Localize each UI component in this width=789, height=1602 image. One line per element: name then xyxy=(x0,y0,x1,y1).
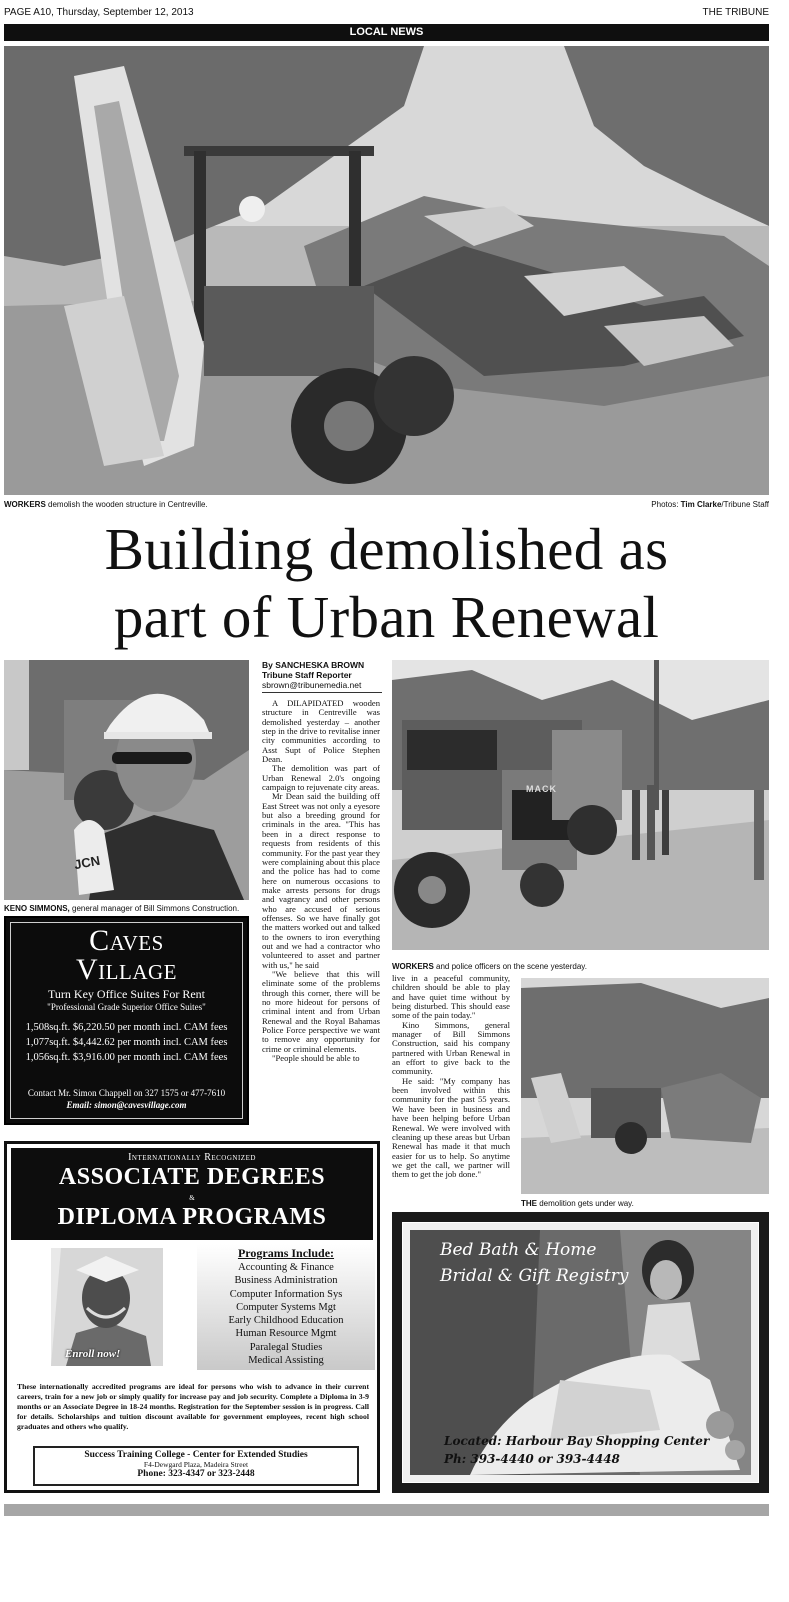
enroll-now-label[interactable]: Enroll now! xyxy=(65,1348,121,1360)
bridal-registry-ad[interactable] xyxy=(392,1212,769,1493)
program-item: Computer Information Sys xyxy=(229,1288,343,1300)
degrees-ad-amp: & xyxy=(189,1194,195,1202)
degrees-ad-kicker: Internationally Recognized xyxy=(128,1152,256,1163)
paper-name: THE TRIBUNE xyxy=(702,7,769,18)
caves-village-ad[interactable] xyxy=(4,916,249,1125)
program-item: Computer Systems Mgt xyxy=(236,1301,336,1313)
caves-ad-rate-2: 1,077sq.ft. $4,442.62 per month incl. CAM fees xyxy=(25,1037,228,1048)
workers-police-photo xyxy=(392,660,769,950)
headline-line-1: Building demolished as xyxy=(104,516,669,582)
caves-ad-subtitle: Turn Key Office Suites For Rent xyxy=(48,987,205,1001)
degrees-ad[interactable] xyxy=(4,1141,380,1493)
bridal-ad-line-2: Bridal & Gift Registry xyxy=(440,1266,629,1286)
top-photo-backhoe-demolition xyxy=(4,46,769,495)
graduate-photo xyxy=(51,1248,163,1366)
article-column-1 xyxy=(262,699,380,1141)
article-paragraph: "We believe that this will eliminate some of the problems through this corner, there will be no more hideout for persons of criminal intent and from Urban Renewal and the Royal Bahamas Police Force perspective we want to remove any opportunity for crime or criminal elements. xyxy=(262,968,380,1054)
byline xyxy=(262,660,382,693)
bridal-ad-phone[interactable]: Ph: 393-4440 or 393-4448 xyxy=(444,1452,620,1466)
headline-line-2: part of Urban Renewal xyxy=(113,584,660,650)
article-paragraph: "People should be able to xyxy=(272,1053,360,1064)
program-item: Medical Assisting xyxy=(248,1355,324,1367)
caves-ad-title-1: Caves xyxy=(89,924,164,957)
caves-ad-rate-3: 1,056sq.ft. $3,916.00 per month incl. CAM fees xyxy=(25,1052,228,1063)
program-item: Accounting & Finance xyxy=(238,1262,334,1273)
byline-name: By SANCHESKA BROWN xyxy=(262,660,365,670)
article-paragraph: Mr Dean said the building off East Street was not only a eyesore but also a breeding ground for criminals in the area. "This has been in a direct response to requests from residents of this community. For the past year they were complaining about this place and the police has had to come here on numerous occasions to make arrests persons for drugs and vagrancy and other persons who are accused of serious offenses. So we have finally got the matters worked out and talked to the owners to iron everything out and we had a contractor who volunteered to asset and partner with us," he said xyxy=(262,791,380,970)
article-paragraph: He said: "My company has been involved within this community for the past 55 years. We have been in business and have been helping before Urban Renewal. We were involved with cleaning up these areas but Urban Renewal has made it that much easier for us to help. So anytime we get the call, we partner will them to get the job done." xyxy=(392,1075,510,1180)
workers-photo-caption: WORKERS and police officers on the scene yesterday. xyxy=(392,962,587,971)
article-paragraph: A DILAPIDATED wooden structure in Centreville was demolished yesterday – another step in the drive to revitalise inner city communities according to Asst Supt of Police Stephen Dean. xyxy=(262,699,380,765)
program-item: Business Administration xyxy=(234,1275,338,1287)
headline xyxy=(4,515,769,651)
mic-flag-label: JCN xyxy=(72,852,102,873)
college-name: Success Training College - Center for Extended Studies xyxy=(84,1450,308,1460)
program-item: Human Resource Mgmt xyxy=(235,1328,337,1340)
section-title: LOCAL NEWS xyxy=(349,26,424,38)
college-phone[interactable]: Phone: 323-4347 or 323-2448 xyxy=(137,1469,255,1479)
keno-simmons-photo xyxy=(4,660,249,900)
caves-ad-contact: Contact Mr. Simon Chappell on 327 1575 or 477-7610 xyxy=(27,1088,226,1098)
article-column-2 xyxy=(392,974,510,1214)
program-item: Paralegal Studies xyxy=(249,1341,323,1353)
byline-email[interactable]: sbrown@tribunemedia.net xyxy=(262,680,362,690)
caves-ad-tagline: "Professional Grade Superior Office Suites" xyxy=(47,1002,206,1012)
page-folio: PAGE A10, Thursday, September 12, 2013 xyxy=(4,7,194,18)
caves-ad-rate-1: 1,508sq.ft. $6,220.50 per month incl. CAM fees xyxy=(25,1022,228,1033)
demolition-photo xyxy=(521,978,769,1194)
caves-ad-email[interactable]: Email: simon@cavesvillage.com xyxy=(66,1100,187,1110)
programs-box xyxy=(197,1244,375,1370)
truck-brand-label: MACK xyxy=(526,784,557,794)
programs-heading: Programs Include: xyxy=(237,1246,335,1260)
degrees-ad-title-2: DIPLOMA PROGRAMS xyxy=(57,1204,327,1230)
footer-band xyxy=(4,1504,769,1516)
photo-credit: Photos: Tim Clarke/Tribune Staff xyxy=(651,500,769,509)
program-item: Early Childhood Education xyxy=(228,1315,344,1327)
article-paragraph: The demolition was part of Urban Renewal 2.0's ongoing campaign to rejuvenate city areas. xyxy=(262,763,380,793)
college-contact-box xyxy=(33,1446,359,1486)
caves-ad-title-2: Village xyxy=(76,953,177,986)
top-photo-caption: WORKERS demolish the wooden structure in Centreville. xyxy=(4,500,208,509)
article-paragraph: live in a peaceful community, children should be able to play and have quiet time without by being disturbed. This should ease some of the pain today." xyxy=(392,974,510,1021)
bridal-ad-line-1: Bed Bath & Home xyxy=(440,1240,597,1260)
byline-role: Tribune Staff Reporter xyxy=(262,670,352,680)
college-address: F4-Dewgard Plaza, Madeira Street xyxy=(143,1460,249,1469)
demolition-photo-caption: THE demolition gets under way. xyxy=(521,1199,634,1208)
degrees-ad-blurb: These internationally accredited programs are ideal for persons who wish to advance in their current careers, train for a new job or simply qualify for increase pay and job security. Complete a Diploma in 3-9 months or an Associate Degree in 18-24 months. Registration for the September session is in progress. Call for details. Scholarships and tuition discount available for government employees, recent high school graduates and others who qualify. xyxy=(17,1382,369,1431)
article-paragraph: Kino Simmons, general manager of Bill Simmons Construction, said his company partnered with Urban Renewal in an effort to give back to the community. xyxy=(392,1019,510,1077)
degrees-ad-title-1: ASSOCIATE DEGREES xyxy=(58,1164,326,1190)
bridal-ad-location: Located: Harbour Bay Shopping Center xyxy=(444,1434,710,1448)
keno-photo-caption: KENO SIMMONS, general manager of Bill Simmons Construction. xyxy=(4,904,240,913)
